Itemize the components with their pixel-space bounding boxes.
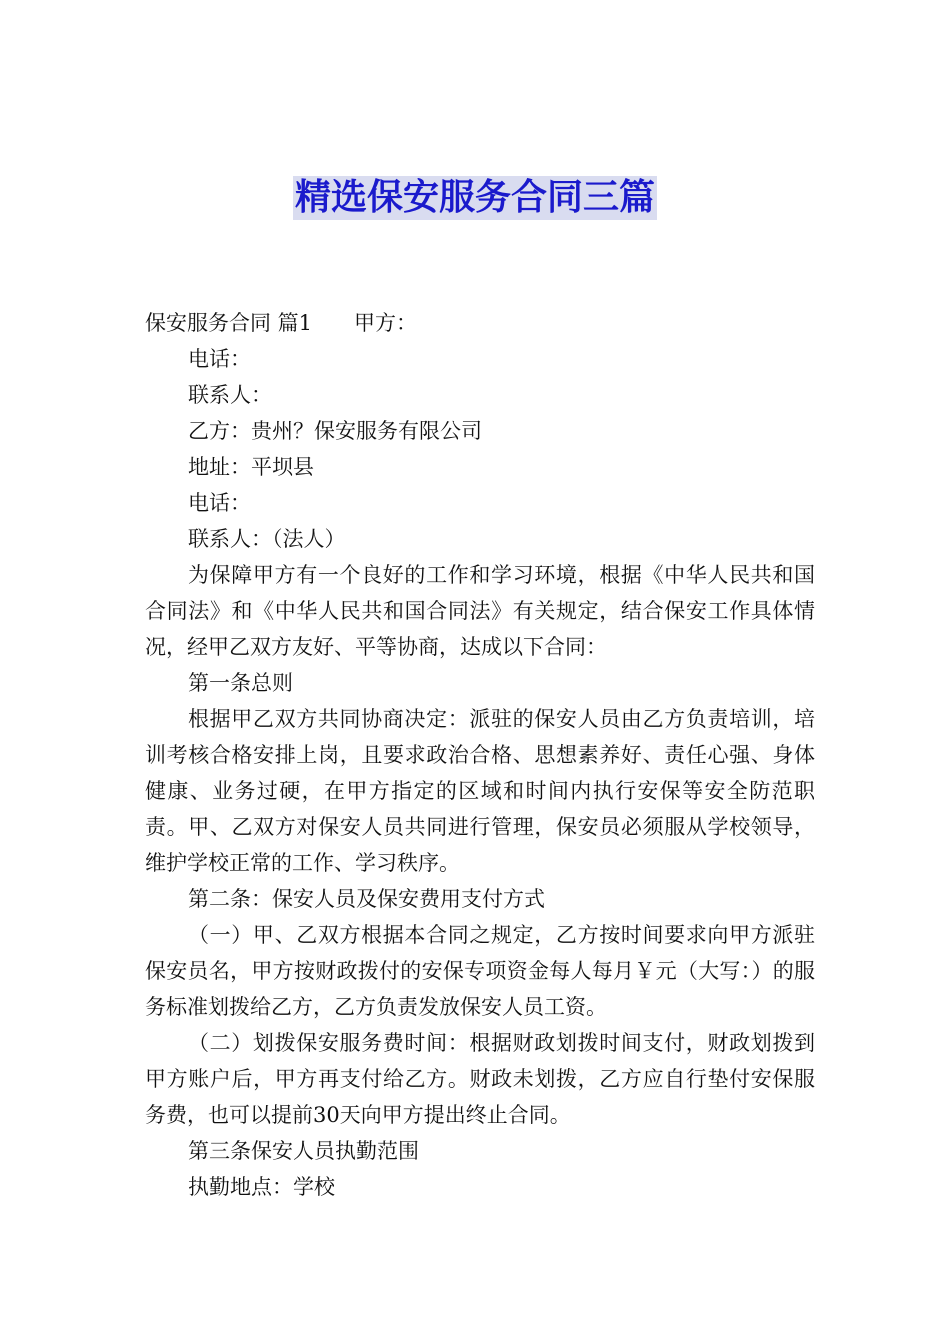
party-b-contact: 联系人：（法人） — [188, 527, 346, 551]
party-a-contact: 联系人： — [188, 383, 272, 407]
party-a-label: 甲方： — [354, 311, 418, 335]
party-a-phone: 电话： — [188, 347, 251, 371]
article-2-clause-1: （一）甲、乙双方根据本合同之规定，乙方按时间要求向甲方派驻保安员名，甲方按财政拨付的安保专项资金每人每月￥元（大写：）的服务标准划拨给乙方，乙方负责发放保安人员工资。 — [145, 923, 815, 1019]
party-b-name: 乙方：贵州？保安服务有限公司 — [188, 419, 482, 443]
contract-heading-line — [145, 305, 815, 341]
document-body — [145, 305, 815, 1205]
article-3-heading: 第三条保安人员执勤范围 — [188, 1139, 419, 1163]
article-1-paragraph: 根据甲乙双方共同协商决定：派驻的保安人员由乙方负责培训，培训考核合格安排上岗，且要求政治合格、思想素养好、责任心强、身体健康、业务过硬，在甲方指定的区域和时间内执行安保等安全防范职责。甲、乙双方对保安人员共同进行管理，保安员必须服从学校领导，维护学校正常的工作、学习秩序。 — [145, 707, 815, 875]
article-1-heading: 第一条总则 — [188, 671, 293, 695]
contract-heading: 保安服务合同 篇1 — [145, 311, 313, 335]
party-b-address: 地址：平坝县 — [188, 455, 314, 479]
preamble-paragraph: 为保障甲方有一个良好的工作和学习环境，根据《中华人民共和国合同法》和《中华人民共和国合同法》有关规定，结合保安工作具体情况，经甲乙双方友好、平等协商，达成以下合同： — [145, 563, 815, 659]
article-2-clause-2: （二）划拨保安服务费时间：根据财政划拨时间支付，财政划拨到甲方账户后，甲方再支付给乙方。财政未划拨，乙方应自行垫付安保服务费，也可以提前30天向甲方提出终止合同。 — [145, 1031, 815, 1127]
document-title: 精选保安服务合同三篇 — [294, 177, 655, 218]
article-2-heading: 第二条：保安人员及保安费用支付方式 — [188, 887, 545, 911]
party-b-phone: 电话： — [188, 491, 251, 515]
duty-location: 执勤地点：学校 — [188, 1175, 335, 1199]
title-container — [0, 176, 950, 220]
